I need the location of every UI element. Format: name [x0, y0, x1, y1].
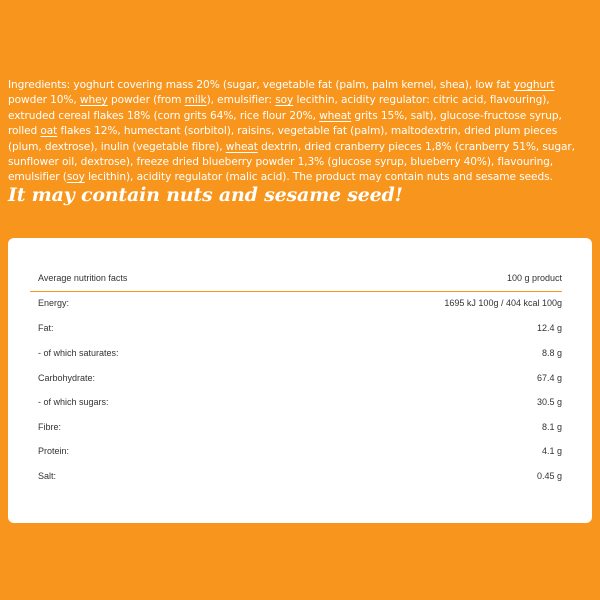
allergen-yoghurt: yoghurt — [513, 79, 555, 91]
ingredients-segment: lecithin, acidity regulator: citric acid, flavouring), extruded cereal flakes 18% (corn grits 64%, rice flour 20%, — [8, 94, 550, 122]
ingredients-segment: powder 10%, — [8, 94, 80, 107]
nutrition-row-fibre — [38, 422, 562, 436]
row-value: 1695 kJ 100g / 404 kcal 100g — [444, 298, 562, 308]
allergen-oat: oat — [40, 125, 58, 138]
ingredients-segment: ), emulsifier: — [206, 94, 276, 107]
ingredients-segment: Ingredients: yoghurt covering mass 20% (sugar, vegetable fat (palm, palm kernel, shea), low fat — [8, 79, 514, 91]
ingredients-segment: dextrin, dried cranberry pieces 1,8% (cranberry 51%, sugar, sunflower oil, dextrose), freeze dried blueberry powder 1,3% (glucose syrup, blueberry 40%), flavouring, emulsifier ( — [8, 140, 575, 184]
header-divider — [30, 291, 562, 292]
allergen-whey: whey — [79, 94, 108, 107]
allergen-soy: soy — [66, 171, 85, 184]
row-label: Carbohydrate: — [38, 373, 96, 383]
row-value: 12.4 g — [536, 323, 562, 333]
allergen-tagline: It may contain nuts and sesame seed! — [8, 184, 403, 206]
ingredients-segment: flakes 12%, humectant (sorbitol), raisins, vegetable fat (palm), maltodextrin, dried plum pieces (plum, dextrose), inulin (vegetable fibre), — [8, 125, 558, 153]
nutrition-row-protein — [38, 446, 562, 460]
row-value: 67.4 g — [536, 373, 562, 383]
nutrition-row-saturates — [38, 348, 562, 362]
header-value: 100 g product — [506, 273, 562, 283]
row-label: Salt: — [38, 471, 57, 481]
nutrition-table-header — [38, 273, 562, 289]
row-label: Energy: — [38, 298, 70, 308]
header-label: Average nutrition facts — [38, 273, 128, 283]
allergen-soy: soy — [275, 94, 294, 107]
ingredients-segment: lecithin), acidity regulator (malic acid). The product may contain nuts and sesame seeds. — [84, 171, 553, 184]
row-value: 30.5 g — [536, 397, 562, 407]
row-label: Fibre: — [38, 422, 62, 432]
row-value: 4.1 g — [541, 446, 562, 456]
allergen-wheat: wheat — [225, 140, 258, 153]
nutrition-row-fat — [38, 323, 562, 337]
ingredients-segment: grits 15%, salt), glucose-fructose syrup, rolled — [8, 109, 562, 138]
allergen-wheat: wheat — [319, 109, 352, 122]
nutrition-row-carbohydrate — [38, 373, 562, 387]
ingredients-segment: powder (from — [107, 94, 185, 107]
row-label: - of which sugars: — [38, 397, 109, 407]
ingredients-text — [8, 78, 592, 186]
nutrition-row-energy — [38, 298, 562, 312]
nutrition-card — [8, 238, 592, 523]
nutrition-row-salt — [38, 471, 562, 485]
row-value: 0.45 g — [536, 471, 562, 481]
row-value: 8.1 g — [541, 422, 562, 432]
nutrition-row-sugars — [38, 397, 562, 411]
row-value: 8.8 g — [541, 348, 562, 358]
row-label: Protein: — [38, 446, 70, 456]
row-label: - of which saturates: — [38, 348, 119, 358]
row-label: Fat: — [38, 323, 54, 333]
allergen-milk: milk — [184, 94, 207, 107]
